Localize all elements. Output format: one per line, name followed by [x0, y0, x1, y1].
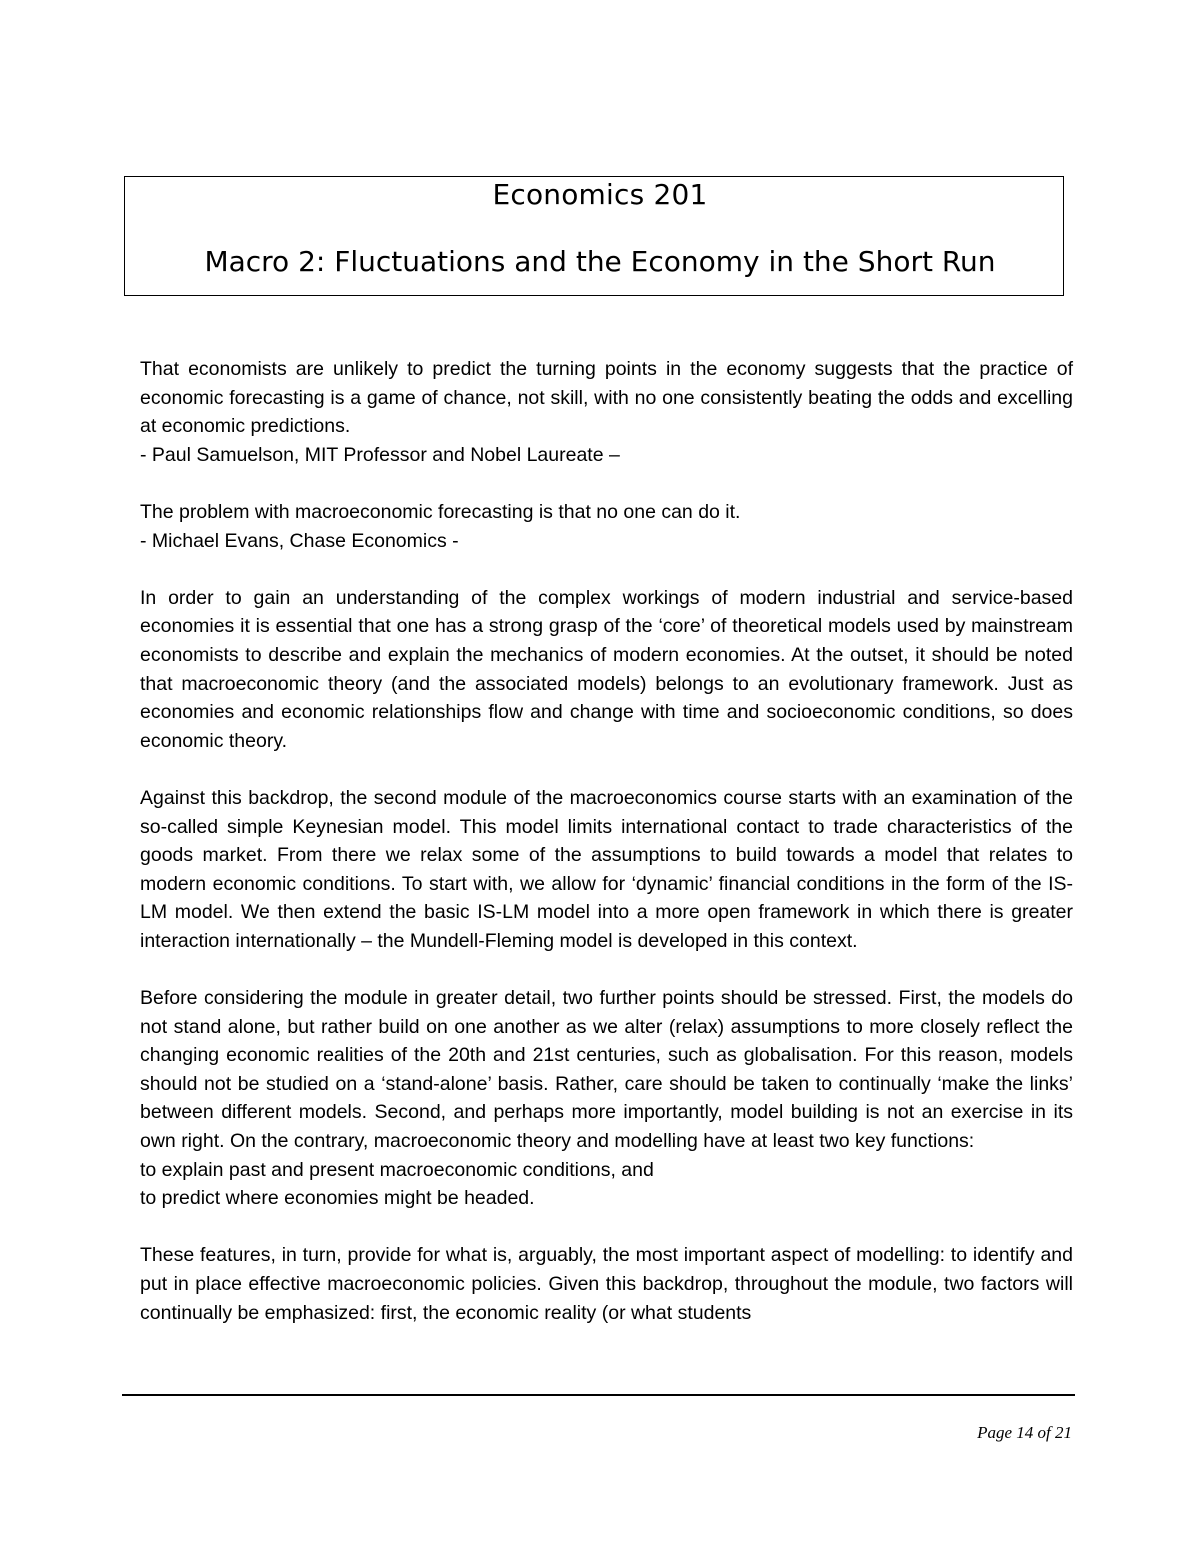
page-number: Page 14 of 21 — [977, 1423, 1072, 1442]
module-title: Macro 2: Fluctuations and the Economy in the Short Run — [204, 245, 996, 278]
quote-attribution-evans: - Michael Evans, Chase Economics - — [140, 529, 459, 552]
paragraph-intro: In order to gain an understanding of the complex workings of modern industrial and service-based economies it is essential that one has a strong grasp of the ‘core’ of theoretical models used by mainstream economists to describe and explain the mechanics of modern economies. At the outset, it should be noted that macroeconomic theory (and the associated models) belongs to an evolutionary framework. Just as economies and economic relationships flow and change with time and socioeconomic conditions, so does economic theory. — [140, 586, 1073, 752]
list-item: to explain past and present macroeconomic conditions, and — [140, 1158, 654, 1181]
quote-text-samuelson: That economists are unlikely to predict the turning points in the economy suggests that the practice of economic forecasting is a game of chance, not skill, with no one consistently beating the odds and excelling at economic predictions. — [140, 358, 1073, 438]
footer-divider — [122, 1394, 1075, 1396]
paragraph-module-detail: Before considering the module in greater detail, two further points should be stressed. First, the models do not stand alone, but rather build on one another as we alter (relax) assumptions to more closely reflect the changing economic realities of the 20th and 21st centuries, such as globalisation. For this reason, models should not be studied on a ‘stand-alone’ basis. Rather, care should be taken to continually ‘make the links’ between different models. Second, and perhaps more importantly, model building is not an exercise in its own right. On the contrary, macroeconomic theory and modelling have at least two key functions: — [140, 987, 1073, 1153]
paragraph-backdrop: Against this backdrop, the second module of the macroeconomics course starts with an examination of the so-called simple Keynesian model. This model limits international contact to trade characteristics of the goods market. From there we relax some of the assumptions to build towards a model that relates to modern economic conditions. To start with, we allow for ‘dynamic’ financial conditions in the form of the IS-LM model. We then extend the basic IS-LM model into a more open framework in which there is greater interaction internationally – the Mundell-Fleming model is developed in this context. — [140, 786, 1073, 952]
quote-attribution-samuelson: - Paul Samuelson, MIT Professor and Nobel Laureate – — [140, 443, 620, 466]
document-body — [140, 355, 1073, 1327]
quote-text-evans: The problem with macroeconomic forecasting is that no one can do it. — [140, 500, 741, 523]
paragraph-closing: These features, in turn, provide for what is, arguably, the most important aspect of modelling: to identify and put in place effective macroeconomic policies. Given this backdrop, throughout the module, two factors will continually be emphasized: first, the economic reality (or what students — [140, 1244, 1073, 1324]
list-item: to predict where economies might be headed. — [140, 1187, 535, 1210]
course-title: Economics 201 — [492, 178, 708, 211]
